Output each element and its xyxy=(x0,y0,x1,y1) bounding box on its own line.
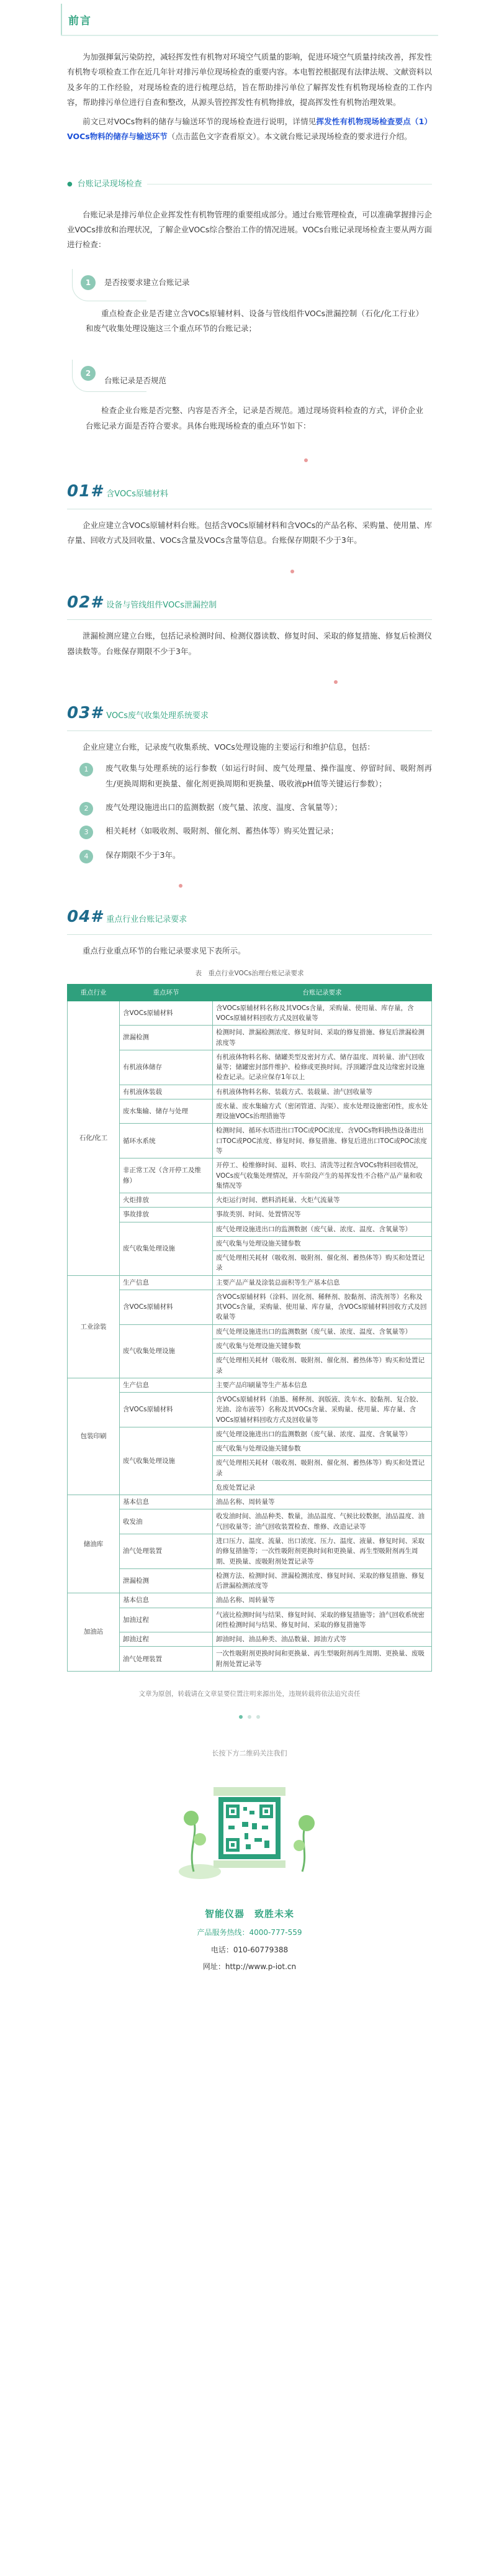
check-item-1 xyxy=(67,274,432,304)
step-number: 03# xyxy=(67,704,103,723)
table-caption: 表 重点行业VOCs治理台账记录要求 xyxy=(195,970,304,978)
table-row xyxy=(68,1275,432,1290)
table-row xyxy=(68,1568,432,1593)
industry-cell: 包装印刷 xyxy=(68,1378,120,1495)
list-item xyxy=(79,824,432,839)
requirement-cell: 含VOCs原辅材料（涂料、固化剂、稀释剂、胶黏剂、清洗剂等）名称及其VOCs含量，采购量、使用量、库存量，含VOCs原辅材料回收方式及回收量等 xyxy=(213,1290,432,1324)
decor-dot xyxy=(334,680,338,684)
step-heading-1 xyxy=(67,476,432,507)
key-link-cell: 基本信息 xyxy=(120,1593,213,1608)
intro-paragraph-2 xyxy=(67,114,432,145)
step-name: VOCs废气收集处理系统要求 xyxy=(106,711,209,721)
list-bullet-icon: 1 xyxy=(79,763,93,776)
intro-text-lead: 前文已对VOCs物料的储存与输送环节的现场检查进行说明，详情见 xyxy=(83,116,317,126)
header-title: 前言 xyxy=(68,15,92,27)
key-link-cell: 事故排放 xyxy=(120,1208,213,1222)
requirement-cell: 一次性吸附剂更换时间和更换量、再生型吸附剂再生周期、更换量、废吸附剂处置记录等 xyxy=(213,1647,432,1672)
intro-text-tail: （点击蓝色文字查看原文）。本文就台账记录现场检查的要求进行介绍。 xyxy=(167,131,412,141)
key-link-cell: 生产信息 xyxy=(120,1378,213,1392)
record-requirements-table xyxy=(67,984,432,1672)
requirement-cell: 废气处理相关耗材（吸收剂、吸附剂、催化剂、蓄热体等）购买和处置记录 xyxy=(213,1251,432,1276)
requirement-cell: 废气处理设施进出口的监测数据（废气量、浓度、温度、含氧量等） xyxy=(213,1324,432,1339)
step-body: 重点行业重点环节的台账记录要求见下表所示。 xyxy=(83,945,246,955)
step-name: 含VOCs原辅材料 xyxy=(106,489,169,499)
page-dot xyxy=(248,1715,251,1719)
table-row xyxy=(68,1427,432,1441)
copyright-note: 文章为原创，转载请在文章显要位置注明来源出处，违规转载将依法追究责任 xyxy=(138,1690,361,1698)
list-item-text: 废气收集与处理系统的运行参数（如运行时间、废气处理量、操作温度、停留时间、吸附剂再生/更换周期和更换量、催化剂更换周期和更换量、吸收液pH值等关键运行参数）； xyxy=(106,763,432,788)
column-header: 重点行业 xyxy=(68,984,120,1001)
table-row xyxy=(68,1534,432,1568)
key-link-cell: 有机液体装载 xyxy=(120,1085,213,1099)
key-link-cell: 有机液体储存 xyxy=(120,1050,213,1085)
step-name: 重点行业台账记录要求 xyxy=(106,915,187,925)
key-link-cell: 废气收集处理设施 xyxy=(120,1427,213,1495)
key-link-cell: 油气处理装置 xyxy=(120,1534,213,1568)
table-row xyxy=(68,1026,432,1050)
requirement-cell: 危废处置记录 xyxy=(213,1480,432,1495)
requirement-cell: 废气收集与处理设施关键参数 xyxy=(213,1339,432,1354)
key-link-cell: 火炬排放 xyxy=(120,1193,213,1208)
requirement-cell: 有机液体物料名称、储罐类型及密封方式、储存温度、周转量、油气回收量等；储罐密封部件维护、检修或更换时间。浮顶罐浮盘及边缘密封设施检查记录。记录应保存1年以上 xyxy=(213,1050,432,1085)
footer xyxy=(67,1747,432,1975)
section-dot-icon: ● xyxy=(67,181,73,188)
key-link-cell: 卸油过程 xyxy=(120,1632,213,1647)
key-link-cell: 泄漏检测 xyxy=(120,1568,213,1593)
requirement-cell: 废气处理设施进出口的监测数据（废气量、浓度、温度、含氧量等） xyxy=(213,1222,432,1236)
requirement-cell: 主要产品印刷量等生产基本信息 xyxy=(213,1378,432,1392)
step-name: 设备与管线组件VOCs泄漏控制 xyxy=(106,600,217,610)
list-bullet-icon: 2 xyxy=(79,802,93,816)
table-row xyxy=(68,1001,432,1026)
table-row xyxy=(68,1193,432,1208)
requirement-cell: 进口压力、温度、流量、出口浓度、压力、温度、液量、修复时间、采取的修复措施等；一次性吸附剂更换时间和更换量、再生型吸附剂再生周期、更换量、废吸附剂处置记录等 xyxy=(213,1534,432,1568)
step-rule xyxy=(67,730,432,731)
header-accent-bar xyxy=(61,4,62,35)
table-row xyxy=(68,1593,432,1608)
requirement-cell: 收发油时间、油品种类、数量，油品温度、气候比较数据，油品温度、油气回收量等；油气回收装置检查、维修、改造记录等 xyxy=(213,1509,432,1534)
step-rule xyxy=(67,934,432,935)
step-body: 泄漏检测应建立台账，包括记录检测时间、检测仪器读数、修复时间、采取的修复措施、修复后检测仪器读数等。台账保存期限不少于3年。 xyxy=(67,631,432,656)
decor-dot xyxy=(179,884,182,888)
table-row xyxy=(68,1393,432,1427)
decor-dot xyxy=(290,570,294,573)
requirement-cell: 含VOCs原辅材料（油墨、稀释剂、润版液、洗车水、胶黏剂、复合胶、光油、涂布液等）名称及其VOCs含量、采购量、使用量、库存量、含VOCs原辅材料回收方式及回收量等 xyxy=(213,1393,432,1427)
requirement-cell: 气液比检测时间与结果、修复时间、采取的修复措施等；油气回收系统密闭性检测时间与结果、修复时间、采取的修复措施等 xyxy=(213,1608,432,1632)
requirement-cell: 油品名称、周转量等 xyxy=(213,1593,432,1608)
key-link-cell: 加油过程 xyxy=(120,1608,213,1632)
requirement-cell: 事故类别、时间、处置情况等 xyxy=(213,1208,432,1222)
page-dot xyxy=(256,1715,260,1719)
step-rule xyxy=(67,619,432,620)
table-row xyxy=(68,1509,432,1534)
list-item xyxy=(79,761,432,791)
step-heading-4 xyxy=(67,901,432,933)
step-number: 01# xyxy=(67,482,103,501)
table-row xyxy=(68,1099,432,1124)
table-row xyxy=(68,1158,432,1193)
step-body: 企业应建立台账，记录废气收集系统、VOCs处理设施的主要运行和维护信息，包括： xyxy=(83,742,375,752)
requirement-cell: 含VOCs原辅材料名称及其VOCs含量，采购量、使用量、库存量，含VOCs原辅材料回收方式及回收量等 xyxy=(213,1001,432,1026)
maintenance-record-list xyxy=(67,761,432,863)
list-item-text: 废气处理设施进出口的监测数据（废气量、浓度、温度、含氧量等）； xyxy=(106,802,343,812)
requirement-cell: 油品名称、周转量等 xyxy=(213,1495,432,1509)
requirement-cell: 检测时间、泄漏检测浓度、修复时间、采取的修复措施、修复后泄漏检测浓度等 xyxy=(213,1026,432,1050)
item-body: 检查企业台账是否完整、内容是否齐全，记录是否规范。通过现场资料检查的方式，评价企业台账记录方面是否符合要求。具体台账现场检查的重点环节如下： xyxy=(86,406,423,430)
item-number-badge: 1 xyxy=(81,275,96,290)
item-body: 重点检查企业是否建立含VOCs原辅材料、设备与管线组件VOCs泄漏控制（石化/化工行业）和废气收集处理设施这三个重点环节的台账记录； xyxy=(86,308,423,334)
item-number-badge: 2 xyxy=(81,366,96,381)
table-row xyxy=(68,1124,432,1158)
service-hotline: 产品服务热线：4000-777-559 xyxy=(197,1928,302,1937)
table-row xyxy=(68,1324,432,1339)
requirement-cell: 主要产品产量及涂装总面积等生产基本信息 xyxy=(213,1275,432,1290)
industry-cell: 石化/化工 xyxy=(68,1001,120,1275)
requirement-cell: 卸油时间、油品种类、油品数量、卸油方式等 xyxy=(213,1632,432,1647)
original-article-link[interactable]: 挥发性有机物现场检查要点（1）VOCs物料的储存与输送环节 xyxy=(67,116,432,141)
key-link-cell: 废气收集处理设施 xyxy=(120,1222,213,1275)
requirement-cell: 废水量、废水集输方式（密闭管道、沟渠）、废水处理设施密闭性，废水处理设施VOCs治理措施等 xyxy=(213,1099,432,1124)
key-link-cell: 收发油 xyxy=(120,1509,213,1534)
key-link-cell: 基本信息 xyxy=(120,1495,213,1509)
list-item xyxy=(79,848,432,863)
company-slogan: 智能仪器 致胜未来 xyxy=(204,1908,294,1920)
requirement-cell: 火炬运行时间、燃料消耗量、火炬气流量等 xyxy=(213,1193,432,1208)
table-row xyxy=(68,1290,432,1324)
requirement-cell: 检测方法、检测时间、泄漏检测浓度、修复时间、采取的修复措施、修复后泄漏检测浓度等 xyxy=(213,1568,432,1593)
table-row xyxy=(68,1378,432,1392)
key-link-cell: 循环水系统 xyxy=(120,1124,213,1158)
decor-dot xyxy=(304,458,308,462)
key-link-cell: 含VOCs原辅材料 xyxy=(120,1393,213,1427)
list-item xyxy=(79,800,432,815)
table-row xyxy=(68,1208,432,1222)
key-link-cell: 废气收集处理设施 xyxy=(120,1324,213,1378)
item-title: 台账记录是否规范 xyxy=(104,376,167,386)
table-header-row xyxy=(68,984,432,1001)
column-header: 台账记录要求 xyxy=(213,984,432,1001)
industry-cell: 储油库 xyxy=(68,1495,120,1593)
key-link-cell: 含VOCs原辅材料 xyxy=(120,1290,213,1324)
qr-illustration-icon xyxy=(175,1778,324,1890)
step-body: 企业应建立含VOCs原辅材料台账。包括含VOCs原辅材料和含VOCs的产品名称、采购量、使用量、库存量、回收方式及回收量、VOCs含量及VOCs含量等信息。台账保存期限不少于3年。 xyxy=(67,520,432,545)
step-heading-3 xyxy=(67,698,432,729)
check-item-2 xyxy=(67,365,432,394)
requirement-cell: 有机液体物料名称、装载方式、装载量、油气回收量等 xyxy=(213,1085,432,1099)
section-intro: 台账记录是排污单位企业挥发性有机物管理的重要组成部分。通过台账管理检查，可以准确掌握排污企业VOCs排放和治理状况，了解企业VOCs综合整治工作的情况进展。VOCs台账记录现场检查主要从两方面进行检查： xyxy=(67,209,432,250)
phone-number: 电话：010-60779388 xyxy=(210,1945,289,1954)
requirement-cell: 检测时间、循环水塔进出口TOC或POC浓度、含VOCs物料换热设备进出口TOC或POC浓度、修复时间、修复措施、修复后进出口TOC或POC浓度等 xyxy=(213,1124,432,1158)
list-item-text: 相关耗材（如吸收剂、吸附剂、催化剂、蓄热体等）购买处置记录； xyxy=(106,826,339,836)
article-header xyxy=(0,4,499,41)
table-row xyxy=(68,1222,432,1236)
industry-cell: 加油站 xyxy=(68,1593,120,1672)
key-link-cell: 含VOCs原辅材料 xyxy=(120,1001,213,1026)
key-link-cell: 生产信息 xyxy=(120,1275,213,1290)
website-url[interactable]: 网址：http://www.p-iot.cn xyxy=(202,1962,297,1972)
section-label: 台账记录现场检查 xyxy=(77,180,142,189)
requirement-cell: 废气处理相关耗材（吸收剂、吸附剂、催化剂、蓄热体等）购买和处置记录 xyxy=(213,1456,432,1481)
page-dots xyxy=(67,1709,432,1724)
table-row xyxy=(68,1632,432,1647)
page-dot xyxy=(239,1715,243,1719)
list-item-text: 保存期限不少于3年。 xyxy=(106,850,181,860)
column-header: 重点环节 xyxy=(120,984,213,1001)
table-row xyxy=(68,1608,432,1632)
table-row xyxy=(68,1050,432,1085)
requirement-cell: 废气处理相关耗材（吸收剂、吸附剂、催化剂、蓄热体等）购买和处置记录 xyxy=(213,1354,432,1378)
section-heading xyxy=(67,176,432,192)
table-body xyxy=(68,1001,432,1671)
step-number: 02# xyxy=(67,593,103,612)
table-row xyxy=(68,1495,432,1509)
list-bullet-icon: 3 xyxy=(79,826,93,839)
requirement-cell: 开停工、检维修时间、退料、吹扫、清洗等过程含VOCs物料回收情况，VOCs废气收集处理情况，开车阶段产生的易挥发性不合格产品产量和收集情况等 xyxy=(213,1158,432,1193)
step-heading-2 xyxy=(67,587,432,619)
key-link-cell: 泄漏检测 xyxy=(120,1026,213,1050)
list-bullet-icon: 4 xyxy=(79,850,93,863)
industry-cell: 工业涂装 xyxy=(68,1275,120,1378)
key-link-cell: 非正常工况（含开停工及维修） xyxy=(120,1158,213,1193)
key-link-cell: 油气处理装置 xyxy=(120,1647,213,1672)
requirement-cell: 废气处理设施进出口的监测数据（废气量、浓度、温度、含氧量等） xyxy=(213,1427,432,1441)
requirement-cell: 废气收集与处理设施关键参数 xyxy=(213,1442,432,1456)
qr-code-graphic[interactable] xyxy=(175,1778,324,1890)
step-number: 04# xyxy=(67,908,103,927)
requirement-cell: 废气收集与处理设施关键参数 xyxy=(213,1236,432,1250)
header-rule xyxy=(61,35,438,36)
item-title: 是否按要求建立台账记录 xyxy=(104,277,190,287)
key-link-cell: 废水集输、储存与处理 xyxy=(120,1099,213,1124)
intro-paragraph-1: 为加强揮氣污染防控，减轻挥发性有机物对环境空气质量的影响，促进环境空气质量持续改善，挥发性有机物专项检查工作在近几年针对排污单位现场检查的重要内容。本电暂控根据现有法律法规、文献资料以及多年的工作经验，对现场检查的进行梳理总结，旨在帮助排污单位了解挥发性有机物现场检查的工作内容，帮助排污单位进行自查和整改，从源头管控挥发性有机物排放，提高挥发性有机物治理效果。 xyxy=(67,52,432,107)
table-row xyxy=(68,1647,432,1672)
table-row xyxy=(68,1085,432,1099)
qr-hint: 长按下方二维码关注我们 xyxy=(212,1749,287,1757)
